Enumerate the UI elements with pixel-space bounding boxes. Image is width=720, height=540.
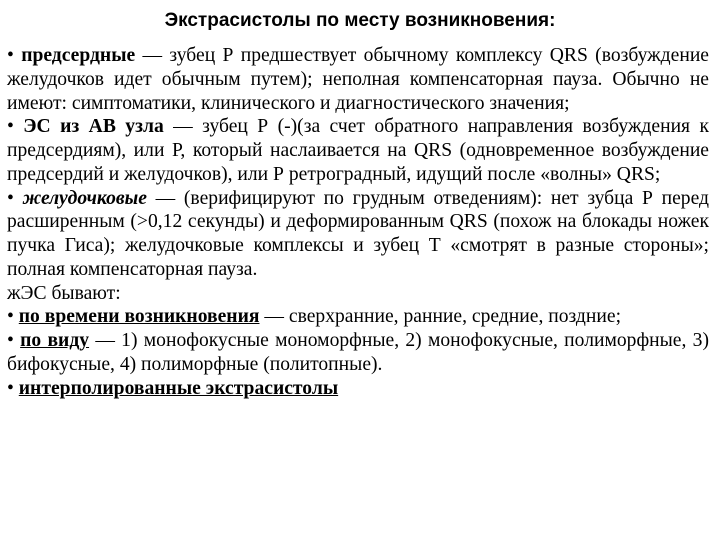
paragraph-atrial (7, 44, 709, 115)
text-atrial: — зубец Р предшествует обычному комплексу QRS (возбуждение желудочков идет обычным путем); неполная компенсаторная пауза. Обычно не имеют: симптоматики, клинического и диагностического значения; (7, 45, 709, 114)
bullet: • (7, 377, 19, 399)
paragraph-interpolated (7, 377, 709, 401)
bullet: • (7, 187, 23, 209)
slide-title: Экстрасистолы по месту возникновения: (164, 10, 556, 31)
term-by-time: по времени возникновения (18, 306, 260, 328)
text-by-time: — сверхранние, ранние, средние, поздние; (259, 306, 622, 328)
text-av-node: — зубец Р (-)(за счет обратного направления возбуждения к предсердиям), или Р, который наслаивается на QRS (одновременное возбуждение предсердий и желудочков), или Р ретроградный, идущий после «волны» QRS; (7, 116, 709, 185)
term-av-node: ЭС из АВ узла (23, 116, 164, 138)
text-ventricular: — (верифицируют по грудным отведениям): нет зубца Р перед расширенным (>0,12 секунды) и деформированным QRS (похож на блокады ножек пучка Гиса); желудочковые комплексы и зубец Т «смотрят в разные стороны»; полная компенсаторная пауза. (7, 187, 709, 280)
paragraph-ventricular (7, 187, 709, 282)
term-by-type: по виду (20, 330, 90, 351)
paragraph-by-type (7, 329, 709, 377)
text-by-type: — 1) монофокусные мономорфные, 2) монофокусные, полиморфные, 3) бифокусные, 4) полиморфные (политопные). (7, 330, 709, 375)
bullet: • (7, 45, 22, 66)
bullet: • (7, 116, 24, 138)
term-ventricular: желудочковые (22, 187, 147, 209)
bullet: • (7, 306, 19, 328)
paragraph-by-time (7, 305, 709, 329)
paragraph-vpc-types (7, 282, 709, 306)
paragraph-av-node (7, 115, 709, 186)
slide-content (7, 44, 709, 400)
term-interpolated: интерполированные экстрасистолы (18, 377, 339, 399)
term-atrial: предсердные (21, 45, 136, 66)
text-vpc-types: жЭС бывают: (7, 282, 121, 304)
bullet: • (7, 330, 21, 351)
